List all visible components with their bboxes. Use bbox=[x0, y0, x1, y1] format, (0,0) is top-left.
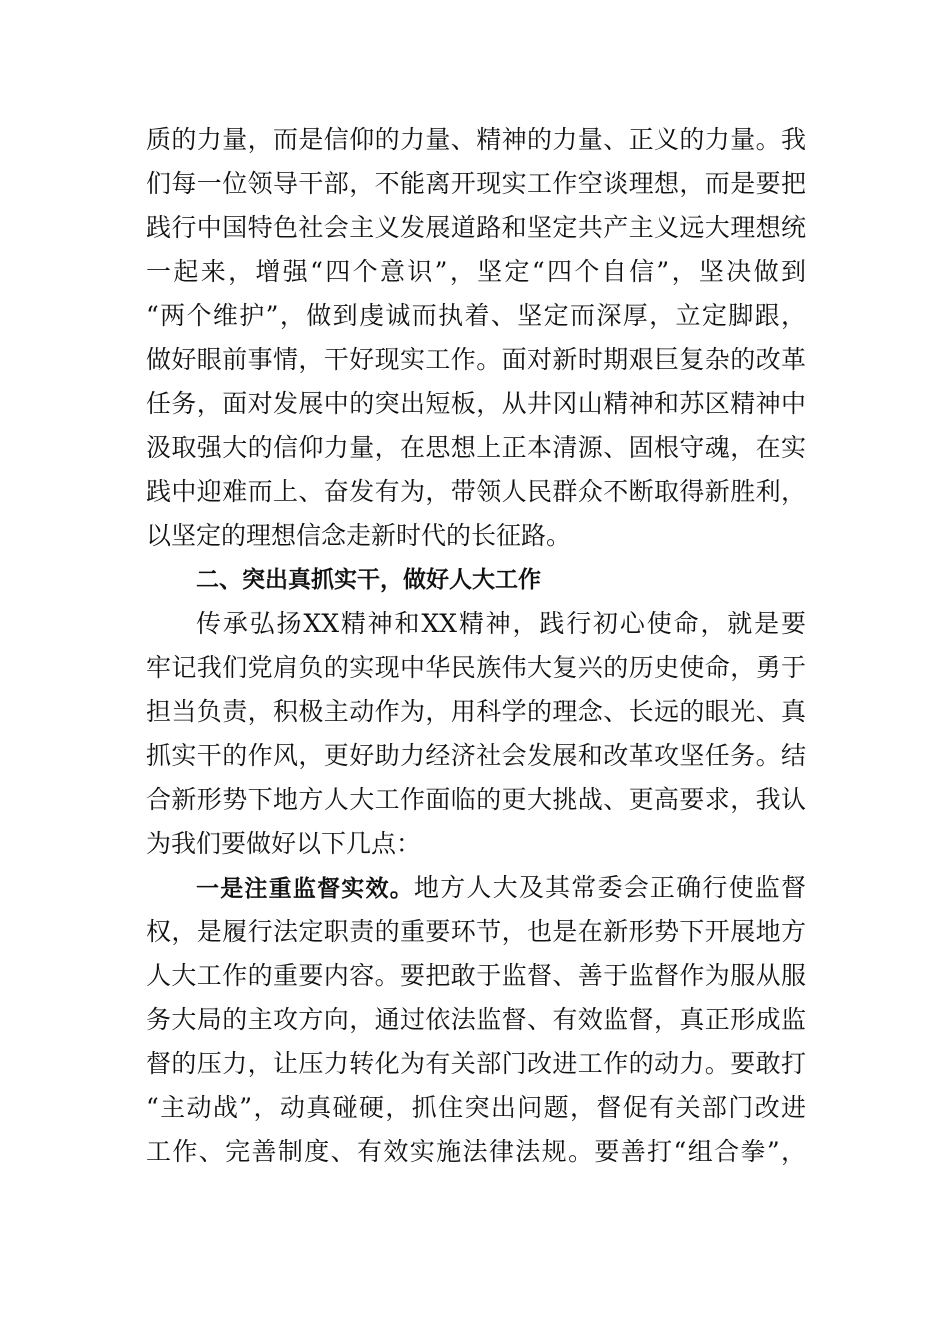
paragraph-line: 任务，面对发展中的突出短板，从井冈山精神和苏区精神中 bbox=[146, 389, 806, 418]
paragraph-line: 工作、完善制度、有效实施法律法规。要善打“组合拳”， bbox=[146, 1137, 806, 1166]
section-heading: 二、突出真抓实干，做好人大工作 bbox=[196, 567, 541, 593]
paragraph-line: 践中迎难而上、奋发有为，带领人民群众不断取得新胜利， bbox=[146, 477, 806, 506]
paragraph-line: 牢记我们党肩负的实现中华民族伟大复兴的历史使命，勇于 bbox=[146, 653, 806, 682]
paragraph-line: 一起来，增强“四个意识”，坚定“四个自信”，坚决做到 bbox=[146, 257, 806, 286]
paragraph-line: 传承弘扬XX精神和XX精神，践行初心使命，就是要 bbox=[196, 609, 806, 638]
paragraph-line: 践行中国特色社会主义发展道路和坚定共产主义远大理想统 bbox=[146, 213, 806, 242]
paragraph-line: “主动战”，动真碰硬，抓住突出问题，督促有关部门改进 bbox=[146, 1093, 806, 1122]
paragraph-line: 人大工作的重要内容。要把敢于监督、善于监督作为服从服 bbox=[146, 961, 806, 990]
paragraph-line: 务大局的主攻方向，通过依法监督、有效监督，真正形成监 bbox=[146, 1005, 806, 1034]
paragraph-line: 汲取强大的信仰力量，在思想上正本清源、固根守魂，在实 bbox=[146, 433, 806, 462]
body-text bbox=[146, 118, 806, 1174]
paragraph-line: 担当负责，积极主动作为，用科学的理念、长远的眼光、真 bbox=[146, 697, 806, 726]
paragraph-line: 为我们要做好以下几点： bbox=[146, 829, 422, 858]
paragraph-line: 权，是履行法定职责的重要环节，也是在新形势下开展地方 bbox=[146, 917, 806, 946]
paragraph-line: 抓实干的作风，更好助力经济社会发展和改革攻坚任务。结 bbox=[146, 741, 806, 770]
paragraph-line: 合新形势下地方人大工作面临的更大挑战、更高要求，我认 bbox=[146, 785, 806, 814]
paragraph-line: “两个维护”，做到虔诚而执着、坚定而深厚，立定脚跟， bbox=[146, 301, 806, 330]
paragraph-lead: 一是注重监督实效。 bbox=[196, 876, 414, 902]
paragraph-line: 做好眼前事情，干好现实工作。面对新时期艰巨复杂的改革 bbox=[146, 345, 806, 374]
paragraph-line: 质的力量，而是信仰的力量、精神的力量、正义的力量。我 bbox=[146, 125, 806, 154]
paragraph-line: 督的压力，让压力转化为有关部门改进工作的动力。要敢打 bbox=[146, 1049, 806, 1078]
paragraph-line: 们每一位领导干部，不能离开现实工作空谈理想，而是要把 bbox=[146, 169, 806, 198]
paragraph-line bbox=[146, 866, 806, 910]
paragraph-line: 以坚定的理想信念走新时代的长征路。 bbox=[146, 521, 572, 550]
paragraph-text: 地方人大及其常委会正确行使监督 bbox=[413, 873, 806, 902]
